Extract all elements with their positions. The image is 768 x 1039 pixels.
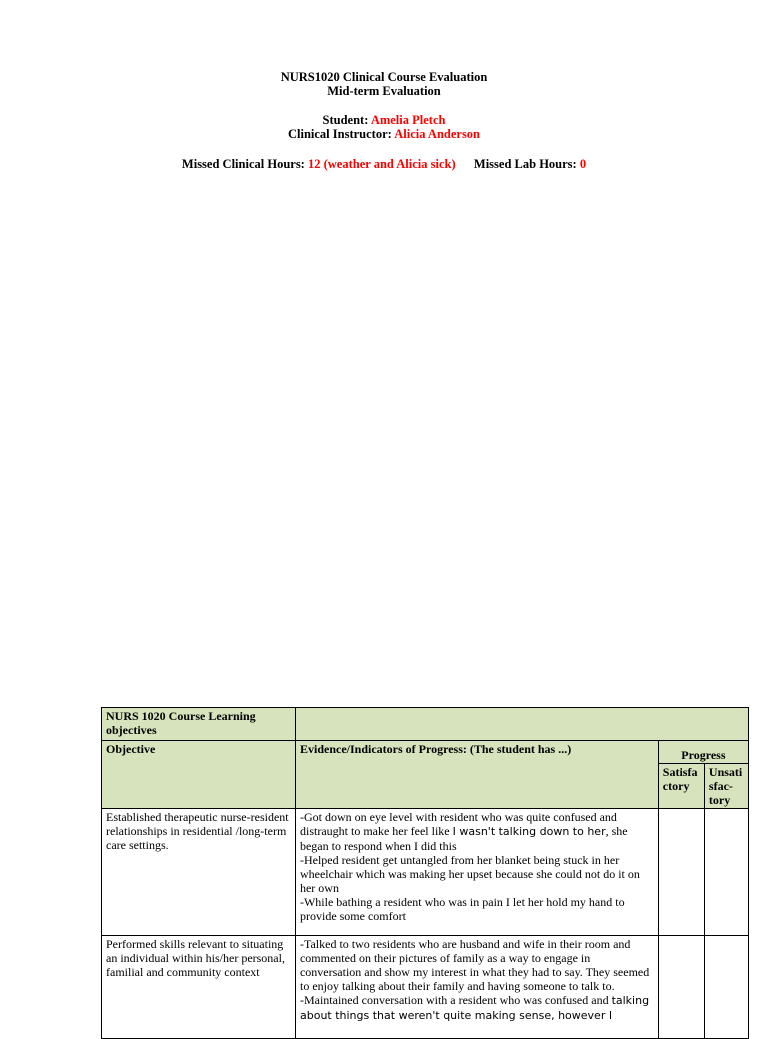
- handwritten-text: talking about things that weren't quite making sense, however I: [299, 994, 650, 1022]
- missed-clinical-label: Missed Clinical Hours:: [181, 157, 305, 171]
- objective-cell: Established therapeutic nurse-resident relationships in residential /long-term care settings.: [102, 809, 296, 936]
- evidence-item: -Helped resident get untangled from her blanket being stuck in her wheelchair which was making her upset because she could not do it on her own: [299, 853, 640, 895]
- instructor-line: [0, 127, 768, 141]
- evidence-cell: [295, 936, 658, 1039]
- instructor-label: Clinical Instructor:: [287, 127, 392, 141]
- document-title: [0, 70, 768, 98]
- table-row: [102, 936, 749, 1039]
- objectives-table-container: [101, 707, 749, 1039]
- objective-header: Objective: [102, 741, 296, 809]
- unsatisfactory-cell: [704, 809, 748, 936]
- progress-header: Progress: [658, 741, 748, 764]
- missed-clinical-value: 12 (weather and Alicia sick): [307, 157, 456, 171]
- title-line-1: NURS1020 Clinical Course Evaluation: [280, 70, 488, 84]
- missed-lab-value: 0: [579, 157, 587, 171]
- unsatisfactory-header: Unsati sfac- tory: [704, 764, 748, 809]
- evidence-item: -Talked to two residents who are husband and wife in their room and commented on their pictures of family as a way to engage in conversation and show my interest in what they had to say. They seemed to enjoy talking about their family and having someone to talk to.: [299, 937, 650, 993]
- instructor-name: Alicia Anderson: [394, 127, 481, 141]
- table-header-row: [102, 741, 749, 764]
- satisfactory-cell: [658, 936, 704, 1039]
- table-title-cell: NURS 1020 Course Learning objectives: [102, 708, 296, 741]
- student-label: Student:: [322, 113, 369, 127]
- student-line: [0, 113, 768, 127]
- satisfactory-header: Satisfa ctory: [658, 764, 704, 809]
- evidence-item: -While bathing a resident who was in pain I let her hold my hand to provide some comfort: [299, 895, 625, 923]
- missed-lab-label: Missed Lab Hours:: [473, 157, 577, 171]
- satisfactory-cell: [658, 809, 704, 936]
- evidence-header: Evidence/Indicators of Progress: (The student has ...): [295, 741, 658, 809]
- evidence-cell: [295, 809, 658, 936]
- table-title-row: [102, 708, 749, 741]
- table-title-spacer: [295, 708, 748, 741]
- evidence-item: -Maintained conversation with a resident who was confused and talking about things that weren't quite making sense, however I: [299, 993, 650, 1022]
- student-name: Amelia Pletch: [370, 113, 446, 127]
- evidence-item: -Got down on eye level with resident who was quite confused and distraught to make her feel like I wasn't talking down to her, she began to respond when I did this: [299, 810, 628, 853]
- unsatisfactory-cell: [704, 936, 748, 1039]
- people-block: [0, 113, 768, 141]
- missed-hours-line: [0, 157, 768, 171]
- objectives-table: [101, 707, 749, 1039]
- handwritten-text: I wasn't talking down to her: [452, 825, 606, 838]
- title-line-2: Mid-term Evaluation: [327, 84, 441, 98]
- objective-cell: Performed skills relevant to situating an individual within his/her personal, familial and community context: [102, 936, 296, 1039]
- table-row: [102, 809, 749, 936]
